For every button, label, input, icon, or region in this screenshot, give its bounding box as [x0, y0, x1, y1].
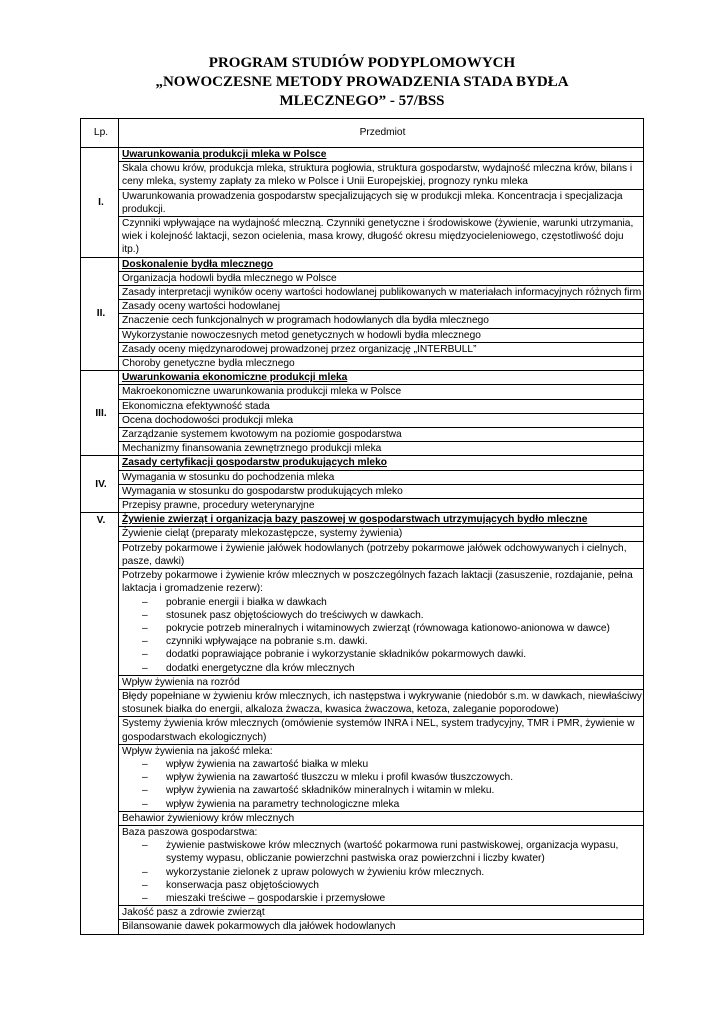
table-row [81, 825, 644, 905]
subject-item: Behawior żywieniowy krów mlecznych [119, 811, 644, 825]
subject-item-text: Baza paszowa gospodarstwa: [122, 826, 258, 838]
sub-list [122, 839, 643, 905]
subject-item [119, 825, 644, 905]
subject-item: Organizacja hodowli bydła mlecznego w Polsce [119, 271, 644, 285]
subject-item: Zasady interpretacji wyników oceny wartości hodowlanej publikowanych w materiałach informacyjnych różnych firm [119, 286, 644, 300]
sub-item: – stosunek pasz objętościowych do treściwych w dawkach. [142, 609, 643, 622]
sub-item: – dodatki energetyczne dla krów mlecznych [142, 662, 643, 675]
table-row [81, 328, 644, 342]
table-row [81, 484, 644, 498]
subject-item: Zasady oceny międzynarodowej prowadzonej przez organizację „INTERBULL” [119, 342, 644, 356]
subject-item: Systemy żywienia krów mlecznych (omówienie systemów INRA i NEL, system tradycyjny, TMR i PMR, żywienie w gospodarstwach ekologicznych) [119, 717, 644, 744]
table-row [81, 342, 644, 356]
subject-item: Ekonomiczna efektywność stada [119, 399, 644, 413]
sub-item: – konserwacja pasz objętościowych [142, 879, 643, 892]
table-row [81, 744, 644, 811]
table-row [81, 257, 644, 271]
subject-item: Przepisy prawne, procedury weterynaryjne [119, 499, 644, 513]
table-header-row [81, 119, 644, 148]
subject-item: Wymagania w stosunku do pochodzenia mleka [119, 470, 644, 484]
table-row [81, 513, 644, 527]
table-row [81, 399, 644, 413]
table-row [81, 527, 644, 541]
section-number: III. [81, 371, 119, 456]
subject-item: Potrzeby pokarmowe i żywienie jałówek hodowlanych (potrzeby pokarmowe jałówek odchowywanych i cielnych, pasze, dawki) [119, 541, 644, 568]
table-row [81, 217, 644, 258]
table-row [81, 717, 644, 744]
table-row [81, 189, 644, 216]
table-row [81, 689, 644, 716]
title-line-1: PROGRAM STUDIÓW PODYPLOMOWYCH [208, 55, 516, 71]
program-table [80, 118, 644, 935]
table-row [81, 286, 644, 300]
subject-item: Wykorzystanie nowoczesnych metod genetycznych w hodowli bydła mlecznego [119, 328, 644, 342]
subject-item: Zarządzanie systemem kwotowym na poziomie gospodarstwa [119, 428, 644, 442]
subject-item: Mechanizmy finansowania zewnętrznego produkcji mleka [119, 442, 644, 456]
table-row [81, 920, 644, 934]
table-row [81, 385, 644, 399]
sub-item: – wpływ żywienia na parametry technologiczne mleka [142, 798, 643, 811]
sub-item: – wpływ żywienia na zawartość tłuszczu w mleku i profil kwasów tłuszczowych. [142, 771, 643, 784]
header-lp: Lp. [81, 119, 119, 148]
sub-item: – pokrycie potrzeb mineralnych i witaminowych zwierząt (równowaga kationowo-anionowa w dawce) [142, 622, 643, 635]
section-number: IV. [81, 456, 119, 513]
section-heading: Uwarunkowania ekonomiczne produkcji mleka [119, 371, 644, 385]
title-line-2: „NOWOCZESNE METODY PROWADZENIA STADA BYDŁA [155, 74, 569, 90]
table-row [81, 413, 644, 427]
table-row [81, 148, 644, 162]
subject-item: Makroekonomiczne uwarunkowania produkcji mleka w Polsce [119, 385, 644, 399]
table-row [81, 456, 644, 470]
table-row [81, 470, 644, 484]
header-subject: Przedmiot [119, 119, 644, 148]
table-row [81, 162, 644, 189]
sub-list [122, 758, 643, 811]
sub-item: – wykorzystanie zielonek z upraw polowych w żywieniu krów mlecznych. [142, 866, 643, 879]
subject-item-text: Potrzeby pokarmowe i żywienie krów mlecznych w poszczególnych fazach laktacji (zasuszenie, rozdajanie, pełna laktacja i gromadzenie rezerw): [122, 570, 633, 595]
sub-item: – wpływ żywienia na zawartość składników mineralnych i witamin w mleku. [142, 784, 643, 797]
table-row [81, 499, 644, 513]
section-heading: Zasady certyfikacji gospodarstw produkujących mleko [119, 456, 644, 470]
sub-item: – żywienie pastwiskowe krów mlecznych (wartość pokarmowa runi pastwiskowej, organizacja wypasu, systemy wypasu, obliczanie powierzchni pastwiska oraz powierzchni i liczby kwater) [142, 839, 643, 865]
section-number: I. [81, 148, 119, 258]
subject-item [119, 569, 644, 676]
title-line-3: MLECZNEGO” - 57/BSS [279, 93, 445, 109]
section-heading: Doskonalenie bydła mlecznego [119, 257, 644, 271]
subject-item: Skala chowu krów, produkcja mleka, struktura pogłowia, struktura gospodarstw, wydajność mleczna krów, bilans i ceny mleka, systemy zapłaty za mleko w Polsce i Unii Europejskiej, prognozy rynku mleka [119, 162, 644, 189]
table-row [81, 428, 644, 442]
table-row [81, 314, 644, 328]
subject-item: Choroby genetyczne bydła mlecznego [119, 357, 644, 371]
subject-item: Wymagania w stosunku do gospodarstw produkujących mleko [119, 484, 644, 498]
section-heading: Żywienie zwierząt i organizacja bazy paszowej w gospodarstwach utrzymujących bydło mleczne [119, 513, 644, 527]
section-number: V. [81, 513, 119, 934]
table-row [81, 442, 644, 456]
table-row [81, 300, 644, 314]
sub-item: – dodatki poprawiające pobranie i wykorzystanie składników pokarmowych dawki. [142, 648, 643, 661]
table-row [81, 541, 644, 568]
sub-item: – mieszaki treściwe – gospodarskie i przemysłowe [142, 892, 643, 905]
subject-item: Ocena dochodowości produkcji mleka [119, 413, 644, 427]
subject-item: Zasady oceny wartości hodowlanej [119, 300, 644, 314]
table-row [81, 906, 644, 920]
table-row [81, 271, 644, 285]
subject-item: Wpływ żywienia na rozród [119, 675, 644, 689]
table-row [81, 675, 644, 689]
subject-item: Uwarunkowania prowadzenia gospodarstw specjalizujących się w produkcji mleka. Koncentracja i specjalizacja produkcji. [119, 189, 644, 216]
sub-item: – pobranie energii i białka w dawkach [142, 596, 643, 609]
sub-item: – wpływ żywienia na zawartość białka w mleku [142, 758, 643, 771]
subject-item: Jakość pasz a zdrowie zwierząt [119, 906, 644, 920]
document-title [0, 54, 724, 111]
table-row [81, 357, 644, 371]
sub-item: – czynniki wpływające na pobranie s.m. dawki. [142, 635, 643, 648]
subject-item [119, 744, 644, 811]
sub-list [122, 596, 643, 675]
table-row [81, 569, 644, 676]
subject-item: Błędy popełniane w żywieniu krów mlecznych, ich następstwa i wykrywanie (niedobór s.m. w dawkach, niewłaściwy stosunek białka do energii, alkaloza żwacza, kwasica żwaczowa, ketoza, zaleganie poporodowe) [119, 689, 644, 716]
subject-item: Znaczenie cech funkcjonalnych w programach hodowlanych dla bydła mlecznego [119, 314, 644, 328]
table-row [81, 371, 644, 385]
subject-item-text: Wpływ żywienia na jakość mleka: [122, 745, 273, 757]
subject-item: Żywienie cieląt (preparaty mlekozastępcze, systemy żywienia) [119, 527, 644, 541]
subject-item: Bilansowanie dawek pokarmowych dla jałówek hodowlanych [119, 920, 644, 934]
section-heading: Uwarunkowania produkcji mleka w Polsce [119, 148, 644, 162]
subject-item: Czynniki wpływające na wydajność mleczną. Czynniki genetyczne i środowiskowe (żywienie, warunki utrzymania, wiek i kolejność laktacji, sezon ocielenia, masa krowy, długość okresu międzyocieleniowego, częstotliwość doju itp.) [119, 217, 644, 258]
table-row [81, 811, 644, 825]
section-number: II. [81, 257, 119, 371]
